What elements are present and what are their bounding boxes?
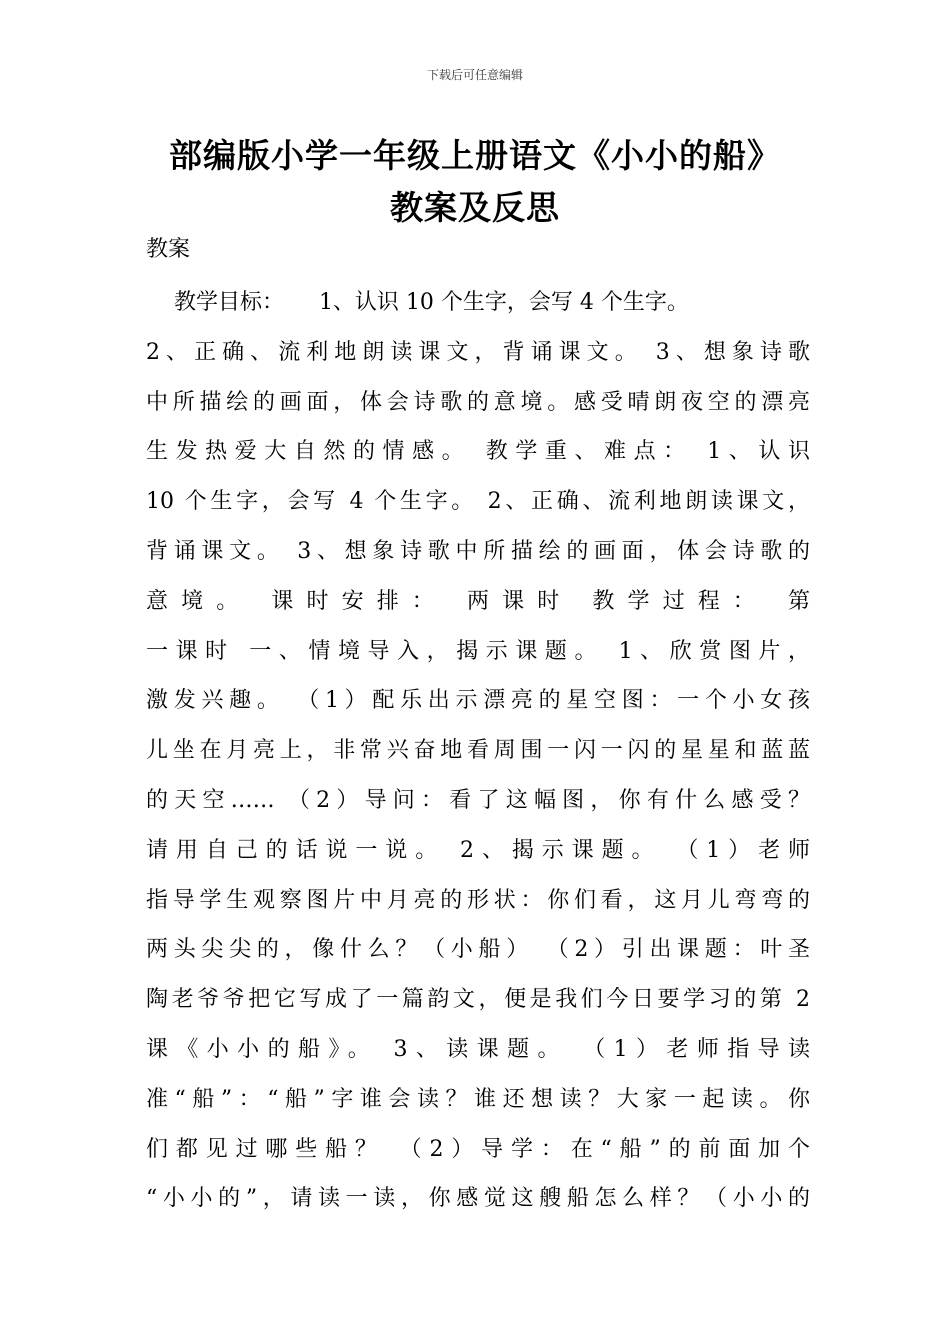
body-line: 的天空…… （2）导问：看了这幅图，你有什么感受？ xyxy=(146,787,810,813)
download-note: 下载后可任意编辑 xyxy=(426,68,523,82)
body-text xyxy=(146,278,810,1224)
document-title-line-2: 教案及反思 xyxy=(390,188,560,227)
section-label: 教案 xyxy=(146,237,191,262)
body-line: 意境。 课时安排： 两课时 教学过程： 第 xyxy=(146,588,810,614)
document-title-line-1: 部编版小学一年级上册语文《小小的船》 xyxy=(169,136,781,175)
body-line: 两头尖尖的，像什么？（小船） （2）引出课题：叶圣 xyxy=(146,937,810,963)
body-line: 中所描绘的画面，体会诗歌的意境。感受晴朗夜空的漂亮 xyxy=(146,389,810,415)
body-line: “小小的”，请读一读，你感觉这艘船怎么样？（小小的 xyxy=(146,1186,810,1212)
body-line: 准“船”：“船”字谁会读？谁还想读？大家一起读。你 xyxy=(146,1086,810,1112)
body-line: 指导学生观察图片中月亮的形状：你们看，这月儿弯弯的 xyxy=(146,887,810,913)
body-line: 背诵课文。 3、想象诗歌中所描绘的画面，体会诗歌的 xyxy=(146,538,810,564)
body-line: 一课时 一、情境导入，揭示课题。 1、欣赏图片， xyxy=(146,638,810,664)
body-line: 课《小小的船》。 3、读课题。 （1）老师指导读 xyxy=(146,1036,810,1062)
body-line: 2、正确、流利地朗读课文，背诵课文。 3、想象诗歌 xyxy=(146,339,810,365)
body-line: 教学目标： 1、认识 10 个生字，会写 4 个生字。 xyxy=(146,290,689,315)
body-line: 请用自己的话说一说。 2、揭示课题。 （1）老师 xyxy=(146,837,810,863)
body-line: 激发兴趣。 （1）配乐出示漂亮的星空图：一个小女孩 xyxy=(146,688,810,714)
body-line: 陶老爷爷把它写成了一篇韵文，便是我们今日要学习的第 2 xyxy=(146,987,810,1013)
body-line: 们都见过哪些船？ （2）导学：在“船”的前面加个 xyxy=(146,1136,810,1162)
body-line: 生发热爱大自然的情感。 教学重、难点： 1、认识 xyxy=(146,439,810,465)
body-line: 儿坐在月亮上，非常兴奋地看周围一闪一闪的星星和蓝蓝 xyxy=(146,738,810,764)
body-line: 10 个生字，会写 4 个生字。 2、正确、流利地朗读课文， xyxy=(146,489,810,515)
